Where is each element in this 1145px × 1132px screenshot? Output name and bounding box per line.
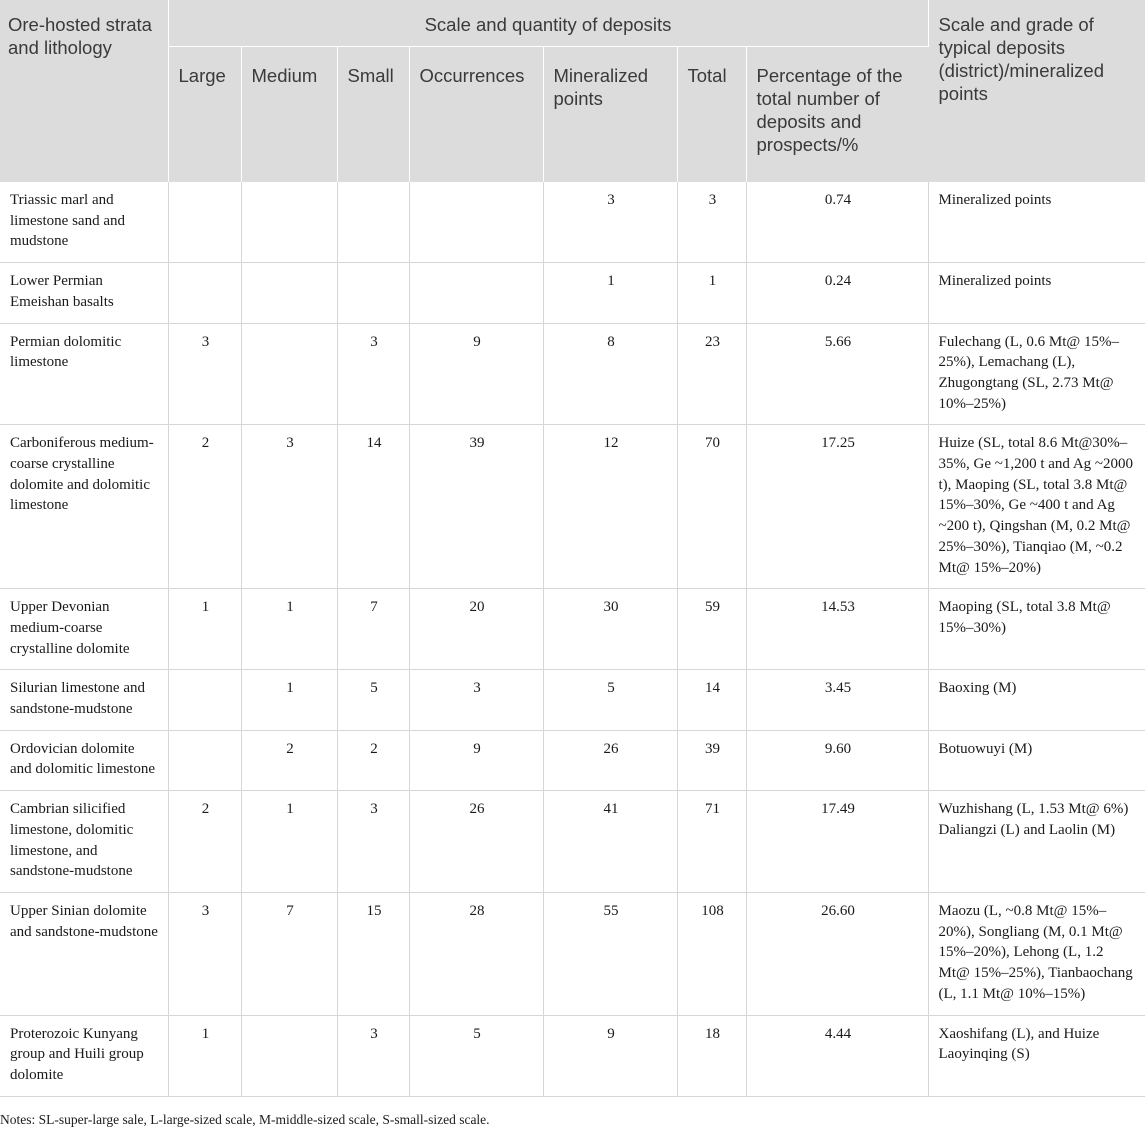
header-strata: Ore-hosted strata and lithology [0, 0, 168, 182]
cell-typical: Wuzhishang (L, 1.53 Mt@ 6%) Daliangzi (L) and Laolin (M) [928, 791, 1145, 893]
cell-small: 7 [337, 589, 409, 670]
cell-occurrences [409, 182, 543, 263]
cell-medium: 2 [241, 730, 337, 790]
table-row [0, 730, 1145, 790]
cell-small: 3 [337, 1015, 409, 1096]
cell-strata: Ordovician dolomite and dolomitic limestone [0, 730, 168, 790]
cell-mineralized: 26 [543, 730, 677, 790]
cell-strata: Cambrian silicified limestone, dolomitic limestone, and sandstone-mudstone [0, 791, 168, 893]
cell-typical: Mineralized points [928, 263, 1145, 323]
cell-mineralized: 9 [543, 1015, 677, 1096]
cell-strata: Upper Sinian dolomite and sandstone-mudstone [0, 892, 168, 1015]
cell-percentage: 0.74 [746, 182, 928, 263]
cell-mineralized: 5 [543, 670, 677, 730]
cell-total: 108 [677, 892, 746, 1015]
cell-typical: Mineralized points [928, 182, 1145, 263]
cell-medium: 1 [241, 589, 337, 670]
header-large: Large [168, 47, 241, 183]
cell-percentage: 3.45 [746, 670, 928, 730]
cell-percentage: 5.66 [746, 323, 928, 425]
cell-occurrences: 9 [409, 323, 543, 425]
header-total: Total [677, 47, 746, 183]
cell-medium: 7 [241, 892, 337, 1015]
cell-large: 3 [168, 892, 241, 1015]
cell-small: 15 [337, 892, 409, 1015]
cell-large [168, 182, 241, 263]
cell-total: 1 [677, 263, 746, 323]
cell-mineralized: 3 [543, 182, 677, 263]
cell-medium [241, 323, 337, 425]
cell-large: 1 [168, 1015, 241, 1096]
cell-percentage: 4.44 [746, 1015, 928, 1096]
cell-mineralized: 55 [543, 892, 677, 1015]
cell-medium [241, 182, 337, 263]
cell-typical: Maozu (L, ~0.8 Mt@ 15%–20%), Songliang (M, 0.1 Mt@ 15%–20%), Lehong (L, 1.2 Mt@ 15%–25%), Tianbaochang (L, 1.1 Mt@ 10%–15%) [928, 892, 1145, 1015]
cell-large: 3 [168, 323, 241, 425]
cell-occurrences: 28 [409, 892, 543, 1015]
cell-percentage: 17.49 [746, 791, 928, 893]
table-row [0, 892, 1145, 1015]
header-mineralized-points: Mineralized points [543, 47, 677, 183]
cell-small: 3 [337, 791, 409, 893]
cell-medium: 1 [241, 670, 337, 730]
cell-mineralized: 8 [543, 323, 677, 425]
cell-small: 14 [337, 425, 409, 589]
cell-small: 5 [337, 670, 409, 730]
table-body [0, 182, 1145, 1096]
cell-typical: Fulechang (L, 0.6 Mt@ 15%–25%), Lemachang (L), Zhugongtang (SL, 2.73 Mt@ 10%–25%) [928, 323, 1145, 425]
cell-occurrences: 20 [409, 589, 543, 670]
cell-medium: 1 [241, 791, 337, 893]
cell-mineralized: 1 [543, 263, 677, 323]
cell-strata: Carboniferous medium-coarse crystalline dolomite and dolomitic limestone [0, 425, 168, 589]
cell-medium [241, 1015, 337, 1096]
table-header [0, 0, 1145, 182]
cell-occurrences: 9 [409, 730, 543, 790]
cell-large [168, 730, 241, 790]
cell-total: 23 [677, 323, 746, 425]
cell-mineralized: 41 [543, 791, 677, 893]
cell-large [168, 263, 241, 323]
table-row [0, 323, 1145, 425]
cell-strata: Triassic marl and limestone sand and mudstone [0, 182, 168, 263]
table-row [0, 425, 1145, 589]
cell-small [337, 263, 409, 323]
table-row [0, 791, 1145, 893]
table-notes: Notes: SL-super-large sale, L-large-sized scale, M-middle-sized scale, S-small-sized scale. [0, 1112, 490, 1127]
cell-medium: 3 [241, 425, 337, 589]
cell-total: 70 [677, 425, 746, 589]
cell-large [168, 670, 241, 730]
header-scale-group: Scale and quantity of deposits [168, 0, 928, 47]
cell-strata: Upper Devonian medium-coarse crystalline dolomite [0, 589, 168, 670]
cell-occurrences: 3 [409, 670, 543, 730]
cell-mineralized: 30 [543, 589, 677, 670]
cell-total: 59 [677, 589, 746, 670]
cell-typical: Xaoshifang (L), and Huize Laoyinqing (S) [928, 1015, 1145, 1096]
cell-occurrences [409, 263, 543, 323]
table-row [0, 670, 1145, 730]
cell-large: 1 [168, 589, 241, 670]
cell-medium [241, 263, 337, 323]
header-percentage: Percentage of the total number of deposits and prospects/% [746, 47, 928, 183]
cell-typical: Baoxing (M) [928, 670, 1145, 730]
table-row [0, 182, 1145, 263]
cell-total: 3 [677, 182, 746, 263]
cell-percentage: 17.25 [746, 425, 928, 589]
cell-typical: Botuowuyi (M) [928, 730, 1145, 790]
cell-total: 71 [677, 791, 746, 893]
cell-percentage: 0.24 [746, 263, 928, 323]
table-row [0, 589, 1145, 670]
header-occurrences: Occurrences [409, 47, 543, 183]
cell-total: 18 [677, 1015, 746, 1096]
cell-percentage: 14.53 [746, 589, 928, 670]
cell-total: 39 [677, 730, 746, 790]
cell-strata: Lower Permian Emeishan basalts [0, 263, 168, 323]
cell-occurrences: 5 [409, 1015, 543, 1096]
cell-strata: Silurian limestone and sandstone-mudstone [0, 670, 168, 730]
cell-typical: Maoping (SL, total 3.8 Mt@ 15%–30%) [928, 589, 1145, 670]
header-typical-deposits: Scale and grade of typical deposits (district)/mineralized points [928, 0, 1145, 182]
cell-total: 14 [677, 670, 746, 730]
table-row [0, 1015, 1145, 1096]
cell-strata: Proterozoic Kunyang group and Huili group dolomite [0, 1015, 168, 1096]
cell-small: 2 [337, 730, 409, 790]
cell-small [337, 182, 409, 263]
cell-mineralized: 12 [543, 425, 677, 589]
cell-large: 2 [168, 791, 241, 893]
table-row [0, 263, 1145, 323]
cell-strata: Permian dolomitic limestone [0, 323, 168, 425]
cell-typical: Huize (SL, total 8.6 Mt@30%–35%, Ge ~1,200 t and Ag ~2000 t), Maoping (SL, total 3.8 Mt@ 15%–30%, Ge ~400 t and Ag ~200 t), Qingshan (M, 0.2 Mt@ 25%–30%), Tianqiao (M, ~0.2 Mt@ 15%–20%) [928, 425, 1145, 589]
cell-large: 2 [168, 425, 241, 589]
cell-occurrences: 26 [409, 791, 543, 893]
cell-percentage: 9.60 [746, 730, 928, 790]
cell-small: 3 [337, 323, 409, 425]
cell-occurrences: 39 [409, 425, 543, 589]
header-medium: Medium [241, 47, 337, 183]
cell-percentage: 26.60 [746, 892, 928, 1015]
header-small: Small [337, 47, 409, 183]
